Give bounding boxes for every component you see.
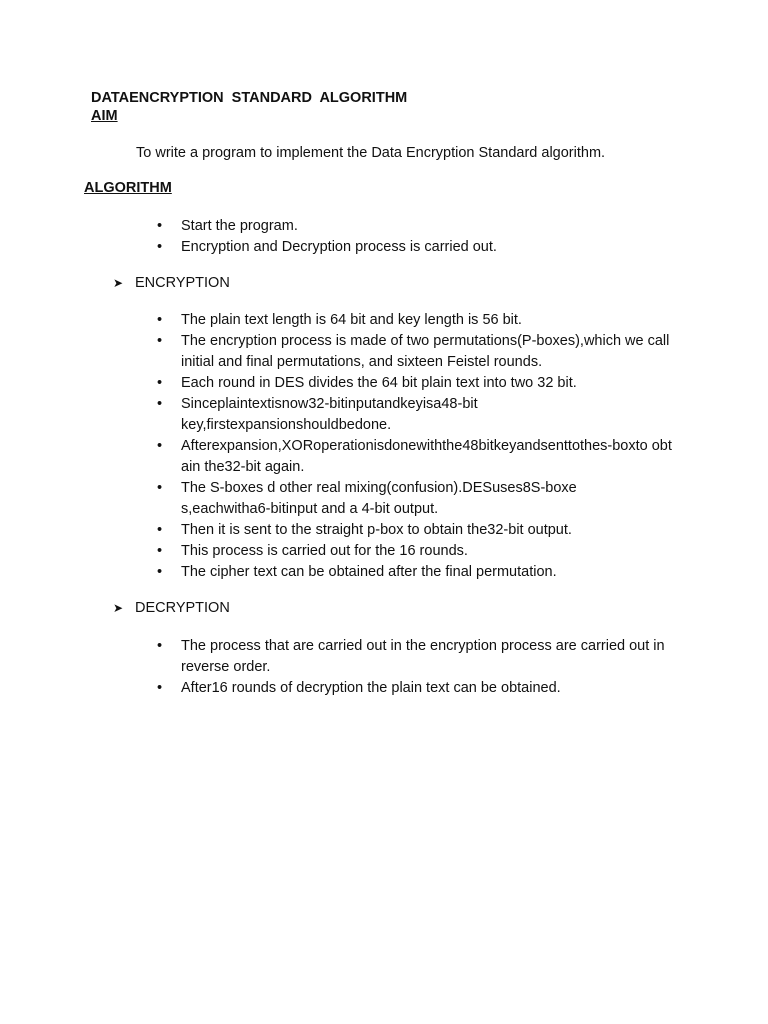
list-item: • After16 rounds of decryption the plain text can be obtained.	[154, 678, 674, 699]
decryption-heading	[113, 600, 230, 616]
encryption-heading-label: ENCRYPTION	[135, 275, 230, 291]
list-item: • Sinceplaintextisnow32-bitinputandkeyisa48-bitkey,firstexpansionshouldbedone.	[154, 394, 481, 436]
list-item: • The cipher text can be obtained after the final permutation.	[154, 562, 674, 583]
aim-text: To write a program to implement the Data Encryption Standard algorithm.	[136, 145, 606, 161]
document-title: DATAENCRYPTION STANDARD ALGORITHM	[91, 90, 408, 106]
list-item: • Then it is sent to the straight p-box to obtain the32-bit output.	[154, 520, 674, 541]
encryption-bullet-list	[154, 310, 674, 583]
list-item: • Encryption and Decryption process is carried out.	[154, 237, 674, 258]
list-item: • Afterexpansion,XORoperationisdonewiththe48bitkeyandsenttothes-boxto obtain the32-bit again.	[154, 436, 674, 478]
list-item: • The plain text length is 64 bit and key length is 56 bit.	[154, 310, 674, 331]
list-item: • The S-boxes d other real mixing(confusion).DESuses8S-boxes,eachwitha6-bitinput and a 4-bit output.	[154, 478, 586, 520]
list-item: • The process that are carried out in the encryption process are carried out in reverse order.	[154, 636, 674, 678]
list-item: • Each round in DES divides the 64 bit plain text into two 32 bit.	[154, 373, 674, 394]
arrowhead-bullet-icon: ➤	[113, 601, 124, 615]
intro-bullet-list	[154, 216, 674, 258]
encryption-heading	[113, 275, 230, 291]
algorithm-heading: ALGORITHM	[84, 180, 172, 196]
decryption-heading-label: DECRYPTION	[135, 600, 230, 616]
list-item: • Start the program.	[154, 216, 674, 237]
aim-heading: AIM	[91, 108, 118, 124]
list-item: • This process is carried out for the 16 rounds.	[154, 541, 674, 562]
list-item: • The encryption process is made of two permutations(P-boxes),which we call initial and final permutations, and sixteen Feistel rounds.	[154, 331, 674, 373]
arrowhead-bullet-icon: ➤	[113, 276, 124, 290]
decryption-bullet-list	[154, 636, 674, 699]
